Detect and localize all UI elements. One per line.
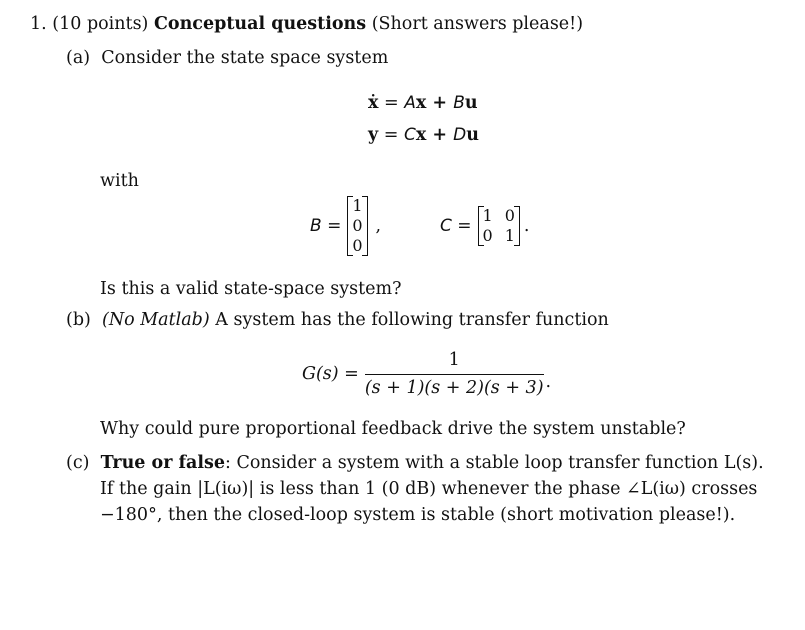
matrix-C-entry: 0 (482, 226, 493, 245)
matrix-B: B = 1 0 0 , (310, 196, 382, 255)
part-a-intro (66, 48, 388, 68)
part-c-text-1: : Consider a system with a stable loop transfer function L(s). (225, 453, 764, 473)
eq2-u: u (466, 125, 479, 145)
state-equation-1 (368, 93, 478, 113)
tf-denominator: (s + 1)(s + 2)(s + 3) (365, 374, 544, 398)
eq2-lhs: y (368, 125, 379, 145)
part-b-text: A system has the following transfer function (215, 310, 609, 330)
matrix-C-entry: 1 (482, 206, 493, 225)
part-c-line-3: −180°, then the closed-loop system is stable (short motivation please!). (100, 505, 736, 525)
eq1-u: u (464, 93, 478, 113)
question-heading (30, 14, 583, 34)
part-b-question: Why could pure proportional feedback drive the system unstable? (100, 419, 686, 439)
tf-fraction (365, 350, 544, 398)
matrix-B-entry: 0 (352, 236, 363, 255)
with-label: with (100, 171, 139, 191)
matrix-B-entry: 1 (352, 196, 363, 215)
eq1-lhs: ẋ (368, 93, 379, 113)
eq1-B: B (453, 93, 465, 113)
part-c-line-1 (66, 453, 764, 473)
question-points: (10 points) (52, 14, 149, 34)
part-c-label: (c) (66, 453, 90, 473)
eq2-C: C (404, 125, 416, 145)
part-c-line-2: If the gain |L(iω)| is less than 1 (0 dB) whenever the phase ∠L(iω) crosses (100, 479, 758, 499)
part-a-label: (a) (66, 48, 91, 68)
matrix-C-entry: 1 (504, 226, 515, 245)
no-matlab-note: (No Matlab) (102, 310, 210, 330)
eq1-equals: = (384, 93, 399, 113)
state-equation-2 (368, 125, 479, 145)
question-note: (Short answers please!) (371, 14, 584, 34)
transfer-function: G(s) = $\frac{1}{(s + 1)(s + 2)(s + 3)}$ . (302, 350, 552, 398)
part-a-text: Consider the state space system (101, 48, 389, 68)
question-number: 1. (30, 14, 47, 34)
matrix-C-label: C = (440, 216, 472, 236)
part-a-question: Is this a valid state-space system? (100, 279, 402, 299)
question-title: Conceptual questions (153, 14, 367, 34)
true-or-false: True or false (100, 453, 226, 473)
eq1-x: x + (415, 93, 454, 113)
eq1-A: A (404, 93, 416, 113)
eq2-equals: = (383, 125, 399, 145)
matrix-B-brackets (347, 196, 367, 256)
tf-numerator: 1 (448, 350, 460, 370)
part-b-label: (b) (66, 310, 91, 330)
matrix-C-brackets (478, 206, 520, 246)
part-b-intro (66, 310, 609, 330)
tf-lhs: G(s) = (302, 364, 359, 384)
matrix-B-entry: 0 (352, 216, 363, 235)
eq2-D: D (453, 125, 467, 145)
matrix-C: C = 1 0 0 1 . (440, 206, 530, 245)
matrix-B-label: B = (310, 216, 342, 236)
eq2-x: x + (415, 125, 454, 145)
matrix-C-entry: 0 (504, 206, 515, 225)
